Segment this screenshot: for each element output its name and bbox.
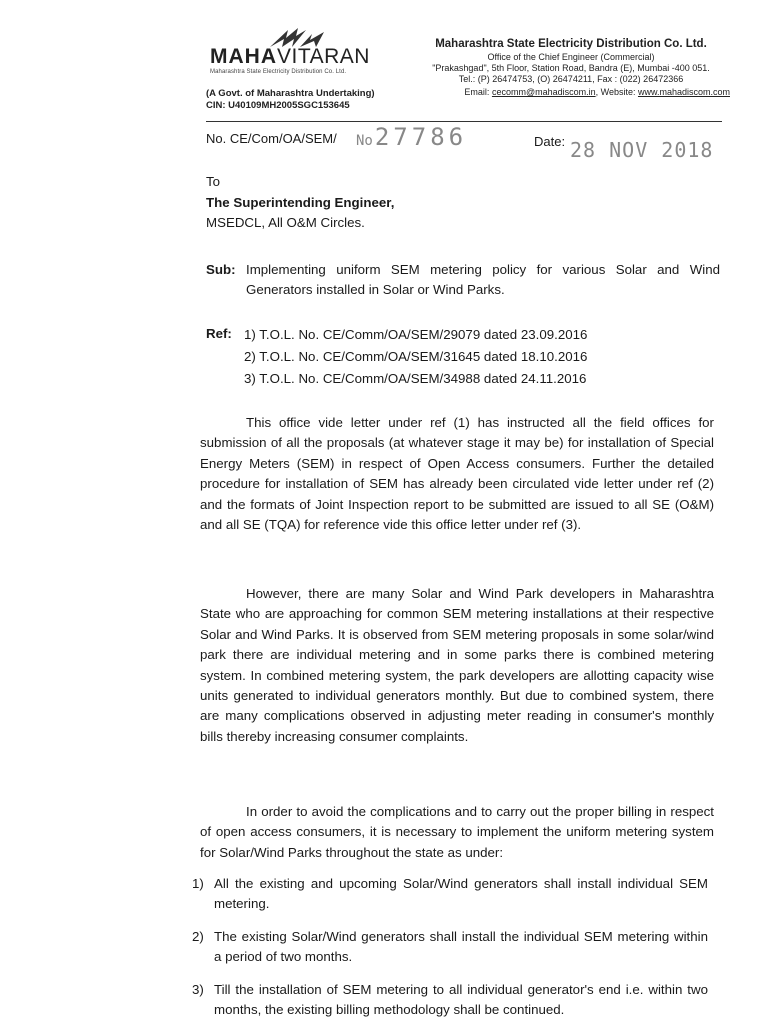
subject-block: [206, 260, 720, 300]
reference-block: [206, 324, 587, 390]
date-label: Date:: [534, 134, 566, 149]
subject-text: Implementing uniform SEM metering policy for various Solar and Wind Generators installed in Solar or Wind Parks.: [246, 262, 720, 297]
ref-list: [206, 324, 587, 390]
list-item-text: The existing Solar/Wind generators shall install the individual SEM metering within a period of two months.: [214, 929, 708, 964]
list-item-number: 3): [192, 982, 204, 997]
paragraph-text: However, there are many Solar and Wind Park developers in Maharashtra State who are approaching for common SEM metering installations at their respective Solar and Wind Parks. It is observed from SEM metering proposals in some solar/wind park there are individual metering and in some parks there is combined metering system. In combined metering system, the park developers are allotting capacity wise units generated to individual generators monthly. But due to combined system, there are many complications observed in adjusting meter reading in consumer's monthly bills thereby increasing consumer complaints.: [200, 586, 714, 744]
list-item-number: 2): [192, 929, 204, 944]
ref-item: 1) T.O.L. No. CE/Comm/OA/SEM/29079 dated 23.09.2016: [244, 327, 588, 342]
email-link[interactable]: cecomm@mahadiscom.in: [491, 87, 596, 97]
logo-wordmark-bold: MAHA: [210, 45, 277, 68]
logo-subtitle: Maharashtra State Electricity Distribution Co. Ltd.: [210, 69, 347, 75]
list-item: [192, 874, 708, 914]
header-divider: [206, 121, 722, 122]
reference-number-label: No. CE/Com/OA/SEM/: [206, 131, 337, 146]
reference-number-stamp: [356, 123, 467, 151]
ref-item: 3) T.O.L. No. CE/Comm/OA/SEM/34988 dated 24.11.2016: [244, 371, 587, 386]
mahavitaran-logo: [210, 26, 390, 75]
directive-list: [192, 874, 708, 1033]
date-stamp: 28 NOV 2018: [570, 138, 714, 162]
paragraph-text: In order to avoid the complications and to carry out the proper billing in respect of open access consumers, it is necessary to implement the uniform metering system for Solar/Wind Parks throughout the state as under:: [200, 804, 714, 860]
email-website-line: [412, 87, 730, 98]
email-label: Email:: [464, 87, 492, 97]
stamp-prefix: No: [356, 133, 373, 149]
website-link[interactable]: www.mahadiscom.com: [637, 87, 730, 97]
list-item: [192, 927, 708, 967]
tel-line: Tel.: (P) 26474753, (O) 26474211, Fax : (022) 26472366: [458, 74, 684, 84]
list-item-text: Till the installation of SEM metering to all individual generator's end i.e. within two months, the existing billing methodology shall be continued.: [214, 982, 708, 1017]
company-header: [412, 37, 730, 98]
addressee: [206, 193, 394, 233]
list-item-text: All the existing and upcoming Solar/Wind generators shall install individual SEM metering.: [214, 876, 708, 911]
paragraph-text: This office vide letter under ref (1) has instructed all the field offices for submission of all the proposals (at whatever stage it may be) for installation of Special Energy Meters (SEM) in respect of Open Access consumers. Further the detailed procedure for installation of SEM has already been circulated vide letter under ref (2) and the formats of Joint Inspection report to be submitted are issued to all SE (O&M) and all SE (TQA) for reference vide this office letter under ref (3).: [200, 415, 714, 533]
stamp-number: 27786: [374, 123, 468, 151]
govt-info: [206, 88, 375, 112]
body-paragraph-1: [200, 413, 714, 535]
body-paragraph-3: [200, 802, 714, 863]
subject-label: Sub:: [206, 262, 236, 277]
logo-wordmark: [210, 46, 390, 68]
govt-undertaking-line: (A Govt. of Maharashtra Undertaking): [206, 88, 375, 99]
list-item: [192, 980, 708, 1020]
to-label: To: [206, 174, 221, 189]
addressee-line: MSEDCL, All O&M Circles.: [206, 215, 365, 230]
company-name: Maharashtra State Electricity Distribution Co. Ltd.: [435, 38, 707, 50]
addressee-title: The Superintending Engineer,: [206, 195, 395, 210]
list-item-number: 1): [192, 876, 204, 891]
website-label: , Website:: [595, 87, 638, 97]
ref-label: Ref:: [206, 326, 232, 341]
address-line: "Prakashgad", 5th Floor, Station Road, Bandra (E), Mumbai -400 051.: [432, 63, 710, 73]
office-line: Office of the Chief Engineer (Commercial): [487, 52, 655, 62]
logo-wordmark-light: VITARAN: [277, 45, 370, 68]
cin-line: CIN: U40109MH2005SGC153645: [206, 100, 350, 111]
body-paragraph-2: [200, 584, 714, 747]
ref-item: 2) T.O.L. No. CE/Comm/OA/SEM/31645 dated 18.10.2016: [244, 349, 588, 364]
